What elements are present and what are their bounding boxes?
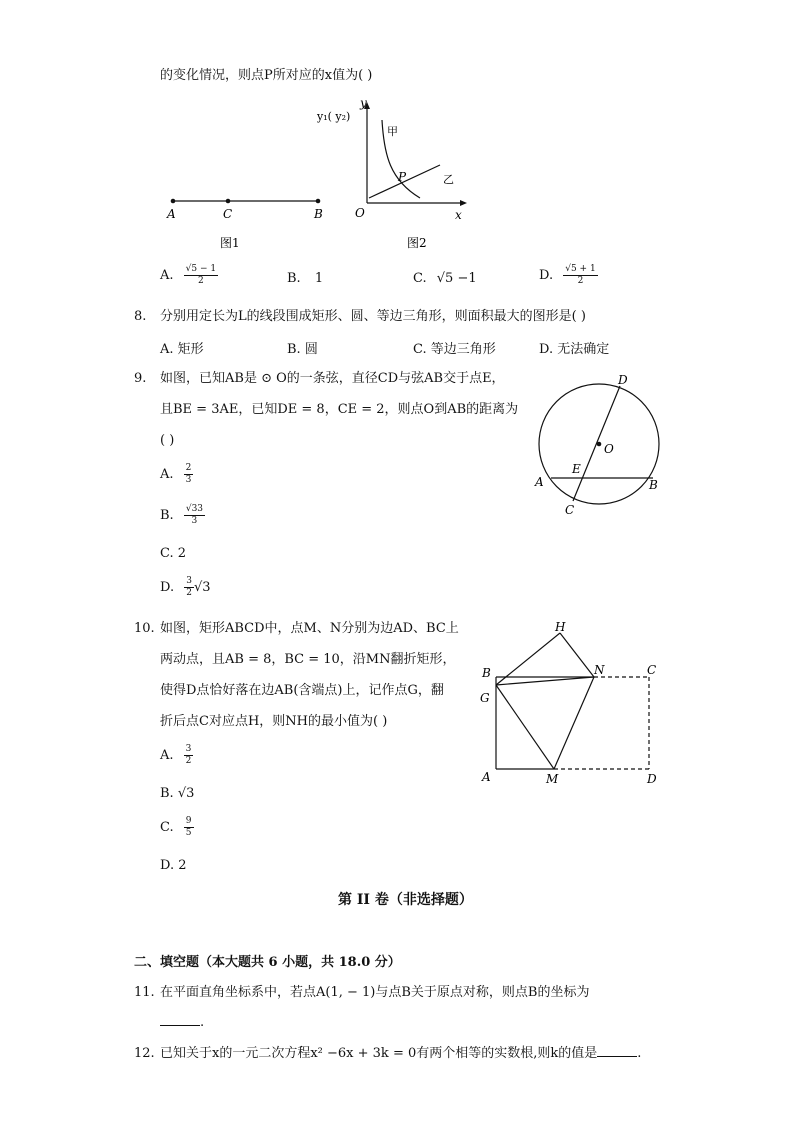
q10-line1: 如图，矩形ABCD中，点M、N分别为边AD、BC上 bbox=[160, 621, 459, 636]
q8-option-b[interactable]: B. 圆 bbox=[287, 342, 318, 357]
fig1-caption: 图1 bbox=[220, 236, 240, 250]
fig1-label-c: C bbox=[223, 207, 233, 221]
q10-rectangle-figure bbox=[474, 615, 670, 791]
q7-figure2 bbox=[312, 95, 482, 255]
q10-line2: 两动点，且AB = 8，BC = 10，沿MN翻折矩形， bbox=[160, 652, 456, 667]
fig2-ylabel: y₁( y₂) bbox=[317, 110, 351, 123]
q10-label-h: H bbox=[555, 620, 566, 634]
q12-answer-blank[interactable] bbox=[597, 1044, 637, 1057]
q9-line2: 且BE = 3AE，已知DE = 8，CE = 2，则点O到AB的距离为 bbox=[160, 402, 519, 417]
q10-line4: 折后点C对应点H，则NH的最小值为( ) bbox=[160, 714, 388, 729]
q10-option-d[interactable]: D. 2 bbox=[160, 858, 187, 873]
q8-option-a[interactable]: A. 矩形 bbox=[160, 342, 204, 357]
q10-label-m: M bbox=[546, 772, 559, 786]
q11-line1: 在平面直角坐标系中，若点A(1, − 1)与点B关于原点对称，则点B的坐标为 bbox=[160, 985, 590, 1000]
q11-answer-line[interactable]: . bbox=[160, 1013, 204, 1033]
fig2-line-yi: 乙 bbox=[443, 173, 454, 186]
q9-label-d: D bbox=[618, 373, 628, 387]
fig2-y-axis-label: y bbox=[360, 96, 367, 110]
q7-option-a[interactable]: A. $\frac{√5 - 1}{2}$ bbox=[160, 264, 217, 286]
q11-answer-blank[interactable] bbox=[160, 1013, 200, 1026]
part2-title: 第 II 卷（非选择题） bbox=[338, 892, 473, 908]
q9-option-a[interactable]: A. $\frac{2}{3}$ bbox=[160, 463, 192, 485]
q9-line1: 如图，已知AB是 ⊙ O的一条弦，直径CD与弦AB交于点E， bbox=[160, 371, 505, 386]
fig2-point-p: P bbox=[398, 170, 407, 184]
q7-option-b[interactable]: B. 1 bbox=[287, 271, 324, 286]
fig2-x-axis-label: x bbox=[455, 208, 462, 222]
q12-line: 已知关于x的一元二次方程x² −6x + 3k = 0有两个相等的实数根,则k的值是 . bbox=[160, 1046, 642, 1061]
q9-label-c: C bbox=[565, 503, 575, 517]
q11-number: 11. bbox=[134, 985, 155, 1000]
q10-label-g: G bbox=[480, 691, 490, 705]
q9-option-b[interactable]: B. $\frac{√33}{3}$ bbox=[160, 504, 204, 526]
q10-option-b[interactable]: B. √3 bbox=[160, 786, 195, 801]
q10-option-c[interactable]: C. $\frac{9}{5}$ bbox=[160, 816, 192, 838]
q9-number: 9. bbox=[134, 371, 147, 386]
q10-label-n: N bbox=[594, 663, 605, 677]
q10-label-c: C bbox=[647, 663, 657, 677]
q7-option-c[interactable]: C. √5 −1 bbox=[413, 271, 477, 286]
q10-option-a[interactable]: A. $\frac{3}{2}$ bbox=[160, 744, 192, 766]
q9-option-c[interactable]: C. 2 bbox=[160, 546, 187, 561]
q8-number: 8. bbox=[134, 309, 147, 324]
fig2-caption: 图2 bbox=[407, 236, 427, 250]
q10-label-d: D bbox=[647, 772, 657, 786]
fig1-label-a: A bbox=[167, 207, 176, 221]
q9-option-d[interactable]: D. $\frac{3}{2}$ √3 bbox=[160, 576, 211, 598]
q9-label-a: A bbox=[535, 475, 544, 489]
q7-option-d[interactable]: D. $\frac{√5 + 1}{2}$ bbox=[539, 264, 596, 286]
fig2-origin-label: O bbox=[355, 206, 365, 220]
q9-label-e: E bbox=[572, 462, 581, 476]
q12-number: 12. bbox=[134, 1046, 155, 1061]
section2-heading: 二、填空题（本大题共 6 小题，共 18.0 分） bbox=[134, 955, 401, 970]
q8-question-text: 分别用定长为L的线段围成矩形、圆、等边三角形，则面积最大的图形是( ) bbox=[160, 309, 586, 324]
q9-label-o: O bbox=[604, 442, 614, 456]
q9-label-b: B bbox=[649, 478, 658, 492]
q9-line3: ( ) bbox=[160, 433, 175, 448]
q10-number: 10. bbox=[134, 621, 155, 636]
q10-line3: 使得D点恰好落在边AB(含端点)上，记作点G，翻 bbox=[160, 683, 444, 698]
q8-option-c[interactable]: C. 等边三角形 bbox=[413, 342, 496, 357]
q10-label-b: B bbox=[482, 666, 491, 680]
fig1-label-b: B bbox=[314, 207, 323, 221]
q7-question-tail: 的变化情况，则点P所对应的x值为( ) bbox=[160, 68, 373, 83]
q9-circle-figure bbox=[528, 368, 674, 520]
q8-option-d[interactable]: D. 无法确定 bbox=[539, 342, 610, 357]
fig2-curve-jia: 甲 bbox=[387, 125, 398, 138]
q10-label-a: A bbox=[482, 770, 491, 784]
